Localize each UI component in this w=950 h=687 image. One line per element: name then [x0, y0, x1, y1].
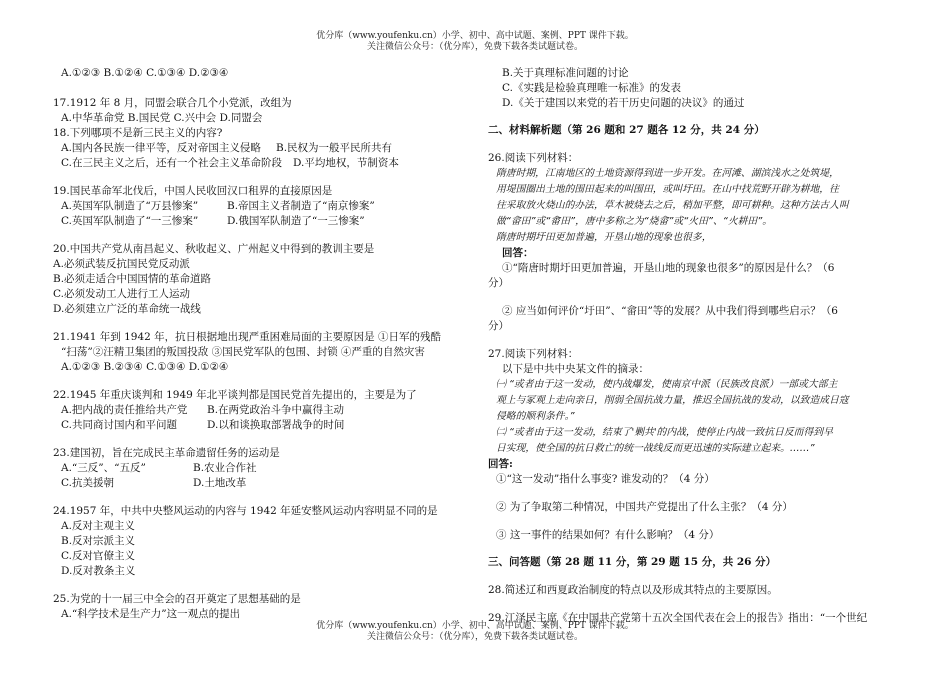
footer-line-2: 关注微信公众号：（优分库），免费下载各类试题试卷。	[366, 632, 583, 642]
q26-passage-line-4: 做“畲田”或“畬田”，唐中多称之为“烧畲”或“火田”、“火耕田”。	[496, 216, 773, 227]
page-footer	[0, 621, 950, 643]
q23-row-2	[53, 476, 458, 491]
q22-row-1	[53, 403, 458, 418]
q22-option-c: C.共同商讨国内和平问题	[61, 419, 177, 431]
left-column	[53, 66, 458, 622]
q26-answer-label: 回答：	[502, 247, 534, 259]
section-2-title: 二、材料解析题（第 26 题和 27 题各 12 分，共 24 分）	[488, 124, 765, 136]
q23-option-b: B.农业合作社	[193, 462, 257, 474]
q18-row-1	[53, 141, 458, 156]
q18-option-b: B.民权为一般平民所共有	[276, 142, 393, 154]
q26-sub-1-line-2: 分）	[488, 277, 509, 289]
q22-option-a: A.把内战的责任推给共产党	[61, 404, 188, 416]
q26-passage-line-3: 往采取放火烧山的办法，草木被烧去之后，稍加平整，即可耕种。这种方法古人叫	[496, 200, 849, 211]
q24-option-b: B.反对宗派主义	[61, 535, 136, 547]
right-column	[488, 66, 900, 626]
q18-option-d: D.平均地权，节制资本	[293, 157, 399, 169]
q19-stem: 19.国民革命军北伐后，中国人民收回汉口租界的直接原因是	[53, 185, 333, 197]
q27-passage	[488, 377, 900, 457]
q25-stem: 25.为党的十一届三中全会的召开奠定了思想基础的是	[53, 593, 301, 605]
q20-option-b: B.必须走适合中国国情的革命道路	[53, 273, 212, 285]
q23-stem: 23.建国初，旨在完成民主革命遗留任务的运动是	[53, 447, 280, 459]
q27-sub-2: ② 为了争取第二种情况，中国共产党提出了什么主张？（4 分）	[496, 501, 793, 513]
q26-passage-line-2: 用堤围圈出土地的围田起来的叫围田，或叫圩田。在山中找荒野开辟为耕地，往	[496, 184, 839, 195]
q26-passage	[488, 166, 900, 246]
q18-stem: 18.下列哪项不是新三民主义的内容?	[53, 127, 223, 139]
q19-option-a: A.英国军队制造了“万县惨案”	[61, 200, 199, 212]
q27-intro: 以下是中共中央某文件的摘录：	[502, 363, 649, 375]
q27-passage-line-3: 侵略的顺利条件。”	[496, 411, 575, 422]
q23-option-d: D.土地改革	[193, 477, 247, 489]
q27-sub-1: ①“这一发动”指什么事变? 谁发动的？（4 分）	[496, 473, 715, 485]
q19-option-d: D.俄国军队制造了“一三惨案”	[227, 215, 365, 227]
q23-option-c: C.抗美援朝	[61, 477, 114, 489]
q19-row-2	[53, 214, 458, 229]
q22-row-2	[53, 418, 458, 433]
q26-passage-line-1: 隋唐时期，江南地区的土地资源得到进一步开发。在河滩、湖滨浅水之处筑堤，	[496, 168, 839, 179]
q24-option-d: D.反对教条主义	[61, 565, 136, 577]
q21-options: A.①②③ B.②③④ C.①③④ D.①②④	[61, 361, 229, 373]
q25-option-b: B.关于真理标准问题的讨论	[502, 67, 629, 79]
q24-option-a: A.反对主观主义	[61, 520, 135, 532]
q27-passage-line-2: 观上与冢观上走向亲日，削弱全国抗战力量，推迟全国抗战的发动，以致造成日寇	[496, 395, 849, 406]
q20-stem: 20.中国共产党从南昌起义、秋收起义、广州起义中得到的教训主要是	[53, 243, 375, 255]
section-3-title: 三、问答题（第 28 题 11 分，第 29 题 15 分，共 26 分）	[488, 556, 777, 568]
q20-option-c: C.必须发动工人进行工人运动	[53, 288, 190, 300]
q16-options: A.①②③ B.①②④ C.①③④ D.②③④	[61, 67, 229, 79]
q19-option-c: C.英国军队制造了“一三惨案”	[61, 215, 199, 227]
q27-answer-label: 回答:	[488, 458, 513, 470]
header-line-1: 优分库（www.youfenku.cn）小学、初中、高中试题、案例、PPT 课件下载。	[316, 31, 634, 41]
q25-option-a: A.“科学技术是生产力”这一观点的提出	[61, 608, 241, 620]
q17-stem: 17.1912 年 8 月，同盟会联合几个小党派，改组为	[53, 97, 292, 109]
q27-passage-line-5: 日实现，使全国的抗日救亡的统一战线反而更迅速的实际建立起来。……”	[496, 443, 815, 454]
q23-option-a: A.“三反”、“五反”	[61, 462, 146, 474]
q22-option-b: B.在两党政治斗争中赢得主动	[207, 404, 345, 416]
q27-passage-line-1: ㈠ “或者由于这一发动，使内战爆发，使南京中派（民族改良派）一部或大部主	[496, 379, 838, 390]
q26-sub-2-line-2: 分）	[488, 320, 509, 332]
q19-row-1	[53, 199, 458, 214]
q22-option-d: D.以和谈换取部署战争的时间	[207, 419, 345, 431]
q26-stem: 26.阅读下列材料：	[488, 152, 579, 164]
q25-option-c: C.《实践是检验真理唯一标准》的发表	[502, 82, 681, 94]
q20-option-a: A.必须武装反抗国民党反动派	[53, 258, 190, 270]
q22-stem: 22.1945 年重庆谈判和 1949 年北平谈判都是国民党首先提出的，主要是为了	[53, 389, 417, 401]
q20-option-d: D.必须建立广泛的革命统一战线	[53, 303, 201, 315]
q18-row-2	[53, 156, 458, 171]
q27-sub-3: ③ 这一事件的结果如何？有什么影响？（4 分）	[496, 529, 720, 541]
q23-row-1	[53, 461, 458, 476]
q21-stem-line-2: “扫荡”②汪精卫集团的叛国投敌 ③国民党军队的包围、封锁 ④严重的自然灾害	[61, 346, 425, 358]
footer-line-1: 优分库（www.youfenku.cn）小学、初中、高中试题、案例、PPT 课件下载。	[316, 621, 634, 631]
q26-passage-line-5: 隋唐时期圩田更加普遍，开垦山地的现象也很多，	[496, 232, 712, 243]
q29-stem: 29.江泽民主席《在中国共产党第十五次全国代表在会上的报告》指出：“一个世纪	[488, 612, 868, 624]
q24-option-c: C.反对官僚主义	[61, 550, 135, 562]
header-line-2: 关注微信公众号：（优分库），免费下载各类试题试卷。	[366, 42, 583, 52]
q18-option-c: C.在三民主义之后，还有一个社会主义革命阶段	[61, 157, 282, 169]
q19-option-b: B.帝国主义者制造了“南京惨案”	[227, 200, 375, 212]
q27-stem: 27.阅读下列材料：	[488, 348, 579, 360]
q27-passage-line-4: ㈡ “或者由于这一发动，结束了'剿共'的内战，使停止内战一致抗日反而得到早	[496, 427, 833, 438]
q25-option-d: D.《关于建国以来党的若干历史问题的决议》的通过	[502, 97, 745, 109]
page-header	[0, 31, 950, 53]
q26-sub-2-line-1: ② 应当如何评价“圩田”、“畲田”等的发展？从中我们得到哪些启示？（6	[502, 305, 838, 317]
q24-stem: 24.1957 年，中共中央整风运动的内容与 1942 年延安整风运动内容明显不同的是	[53, 505, 438, 517]
q18-option-a: A.国内各民族一律平等，反对帝国主义侵略	[61, 142, 261, 154]
q26-sub-1-line-1: ①“隋唐时期圩田更加普遍，开垦山地的现象也很多”的原因是什么？（6	[502, 262, 835, 274]
q28-stem: 28.简述辽和西夏政治制度的特点以及形成其特点的主要原因。	[488, 584, 778, 596]
q21-stem-line-1: 21.1941 年到 1942 年，抗日根据地出现严重困难局面的主要原因是 ①日军的残酷	[53, 331, 441, 343]
q17-options: A.中华革命党 B.国民党 C.兴中会 D.同盟会	[61, 112, 263, 124]
